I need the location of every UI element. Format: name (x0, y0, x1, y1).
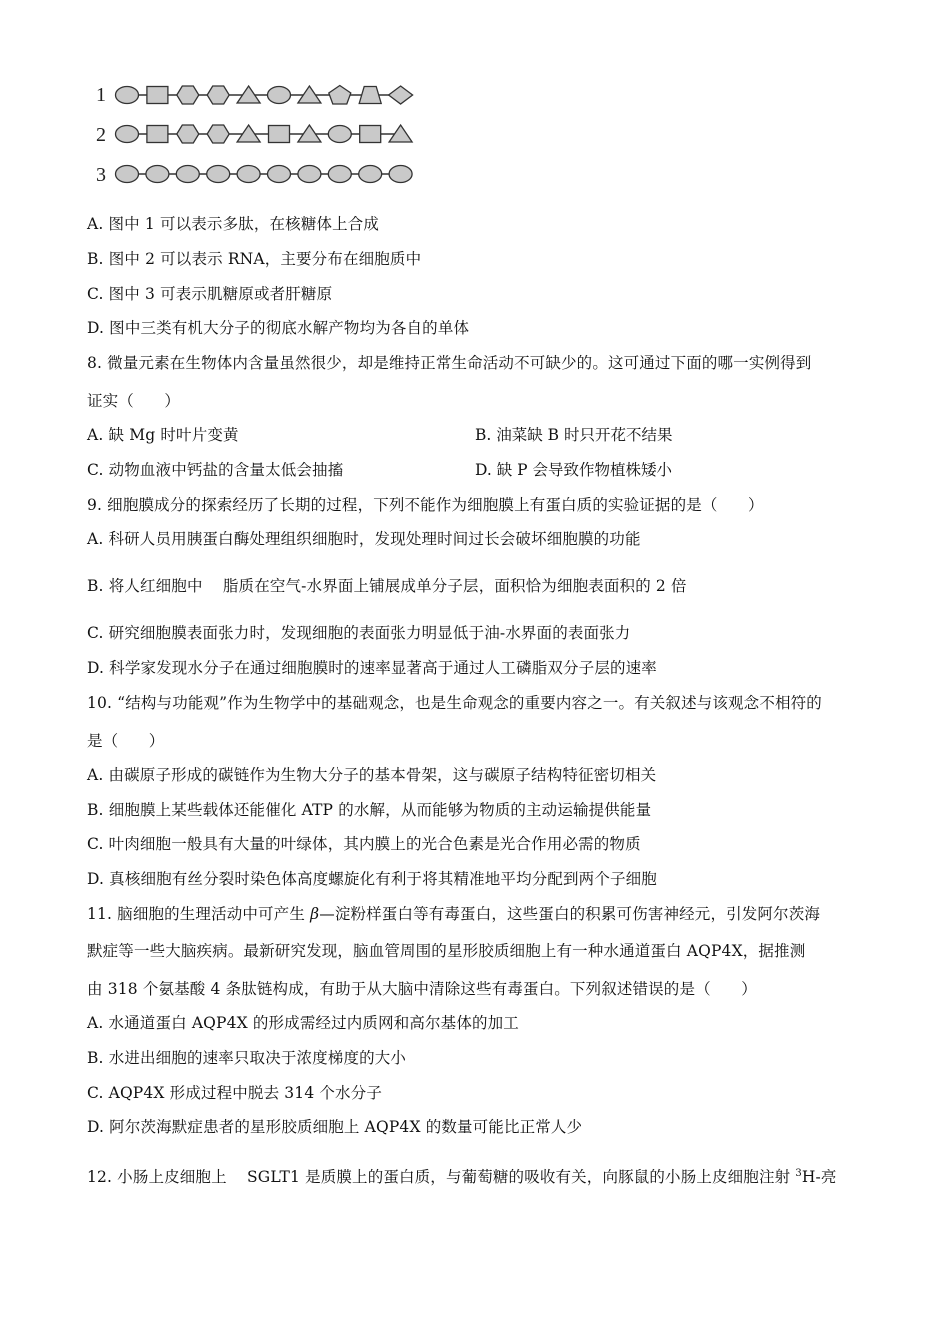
monomer-ellipse-shape (328, 126, 351, 143)
q10-stem-line2: 是（ ） (87, 732, 165, 750)
superscript-3: 3 (795, 1168, 802, 1179)
q9-option-b: B. 将人红细胞中 脂质在空气-水界面上铺展成单分子层，面积恰为细胞表面积的 2 倍 (87, 577, 687, 595)
q7-option-d: D. 图中三类有机大分子的彻底水解产物均为各自的单体 (87, 319, 470, 337)
monomer-chain-figure (92, 78, 432, 190)
q8-option-c: C. 动物血液中钙盐的含量太低会抽搐 (87, 461, 344, 479)
q8-option-a: A. 缺 Mg 时叶片变黄 (87, 426, 239, 444)
monomer-hexagon-shape (207, 125, 229, 143)
q10-option-b: B. 细胞膜上某些载体还能催化 ATP 的水解，从而能够为物质的主动运输提供能量 (87, 801, 652, 819)
monomer-square-shape (269, 126, 290, 143)
q10-option-a: A. 由碳原子形成的碳链作为生物大分子的基本骨架，这与碳原子结构特征密切相关 (87, 766, 657, 784)
monomer-square-shape (147, 126, 168, 143)
monomer-hexagon-shape (207, 86, 229, 104)
q11-option-a: A. 水通道蛋白 AQP4X 的形成需经过内质网和高尔基体的加工 (87, 1014, 519, 1032)
monomer-square-shape (360, 126, 381, 143)
monomer-ellipse-shape (207, 166, 230, 183)
monomer-ellipse-shape (268, 166, 291, 183)
q8-stem-line1: 8. 微量元素在生物体内含量虽然很少，却是维持正常生命活动不可缺少的。这可通过下面的哪一实例得到 (87, 354, 812, 372)
q9-stem: 9. 细胞膜成分的探索经历了长期的过程，下列不能作为细胞膜上有蛋白质的实验证据的是（ ） (87, 496, 764, 514)
q11-stem-line1-end: —淀粉样蛋白等有毒蛋白，这些蛋白的积累可伤害神经元，引发阿尔茨海 (319, 905, 820, 923)
row-label-1: 1 (96, 84, 106, 106)
chain-diagram (114, 78, 424, 190)
q8-option-b: B. 油菜缺 B 时只开花不结果 (475, 426, 673, 444)
q11-option-d: D. 阿尔茨海默症患者的星形胶质细胞上 AQP4X 的数量可能比正常人少 (87, 1118, 583, 1136)
monomer-ellipse-shape (116, 126, 139, 143)
monomer-ellipse-shape (237, 166, 260, 183)
monomer-ellipse-shape (298, 166, 321, 183)
monomer-pentagon-shape (329, 86, 351, 105)
q11-stem-line1 (87, 904, 820, 924)
q10-stem-line1: 10. “结构与功能观”作为生物学中的基础观念，也是生命观念的重要内容之一。有关叙述与该观念不相符的 (87, 694, 822, 712)
q11-stem-line3: 由 318 个氨基酸 4 条肽链构成，有助于从大脑中清除这些有毒蛋白。下列叙述错误的是（ ） (87, 980, 757, 998)
q7-option-c: C. 图中 3 可表示肌糖原或者肝糖原 (87, 285, 333, 303)
q12-stem-start: 12. 小肠上皮细胞上 SGLT1 是质膜上的蛋白质，与葡萄糖的吸收有关，向豚鼠的小肠上皮细胞注射 (87, 1168, 796, 1186)
monomer-ellipse-shape (268, 87, 291, 104)
q7-option-b: B. 图中 2 可以表示 RNA，主要分布在细胞质中 (87, 250, 422, 268)
q12-stem (87, 1164, 837, 1187)
monomer-square-shape (147, 87, 168, 104)
beta-symbol: β (310, 905, 320, 923)
q11-stem-line1-start: 11. 脑细胞的生理活动中可产生 (87, 905, 311, 923)
q9-option-c: C. 研究细胞膜表面张力时，发现细胞的表面张力明显低于油-水界面的表面张力 (87, 624, 631, 642)
q11-stem-line2: 默症等一些大脑疾病。最新研究发现，脑血管周围的星形胶质细胞上有一种水通道蛋白 AQP4X，据推测 (87, 942, 806, 960)
row-label-2: 2 (96, 124, 106, 146)
q11-option-b: B. 水进出细胞的速率只取决于浓度梯度的大小 (87, 1049, 407, 1067)
monomer-ellipse-shape (116, 166, 139, 183)
monomer-diamond-shape (389, 86, 413, 104)
monomer-ellipse-shape (328, 166, 351, 183)
q10-option-c: C. 叶肉细胞一般具有大量的叶绿体，其内膜上的光合色素是光合作用必需的物质 (87, 835, 641, 853)
monomer-ellipse-shape (176, 166, 199, 183)
row-label-3: 3 (96, 164, 106, 186)
q7-option-a: A. 图中 1 可以表示多肽，在核糖体上合成 (87, 215, 380, 233)
monomer-trapezoid-shape (359, 87, 381, 104)
monomer-hexagon-shape (177, 125, 199, 143)
q8-option-d: D. 缺 P 会导致作物植株矮小 (475, 461, 673, 479)
monomer-ellipse-shape (116, 87, 139, 104)
q12-stem-end: H-亮 (801, 1168, 837, 1186)
monomer-ellipse-shape (359, 166, 382, 183)
monomer-hexagon-shape (177, 86, 199, 104)
q10-option-d: D. 真核细胞有丝分裂时染色体高度螺旋化有利于将其精准地平均分配到两个子细胞 (87, 870, 657, 888)
q11-option-c: C. AQP4X 形成过程中脱去 314 个水分子 (87, 1084, 383, 1102)
monomer-ellipse-shape (389, 166, 412, 183)
q9-option-d: D. 科学家发现水分子在通过细胞膜时的速率显著高于通过人工磷脂双分子层的速率 (87, 659, 657, 677)
monomer-ellipse-shape (146, 166, 169, 183)
q8-stem-line2: 证实（ ） (87, 392, 181, 410)
q9-option-a: A. 科研人员用胰蛋白酶处理组织细胞时，发现处理时间过长会破坏细胞膜的功能 (87, 530, 641, 548)
